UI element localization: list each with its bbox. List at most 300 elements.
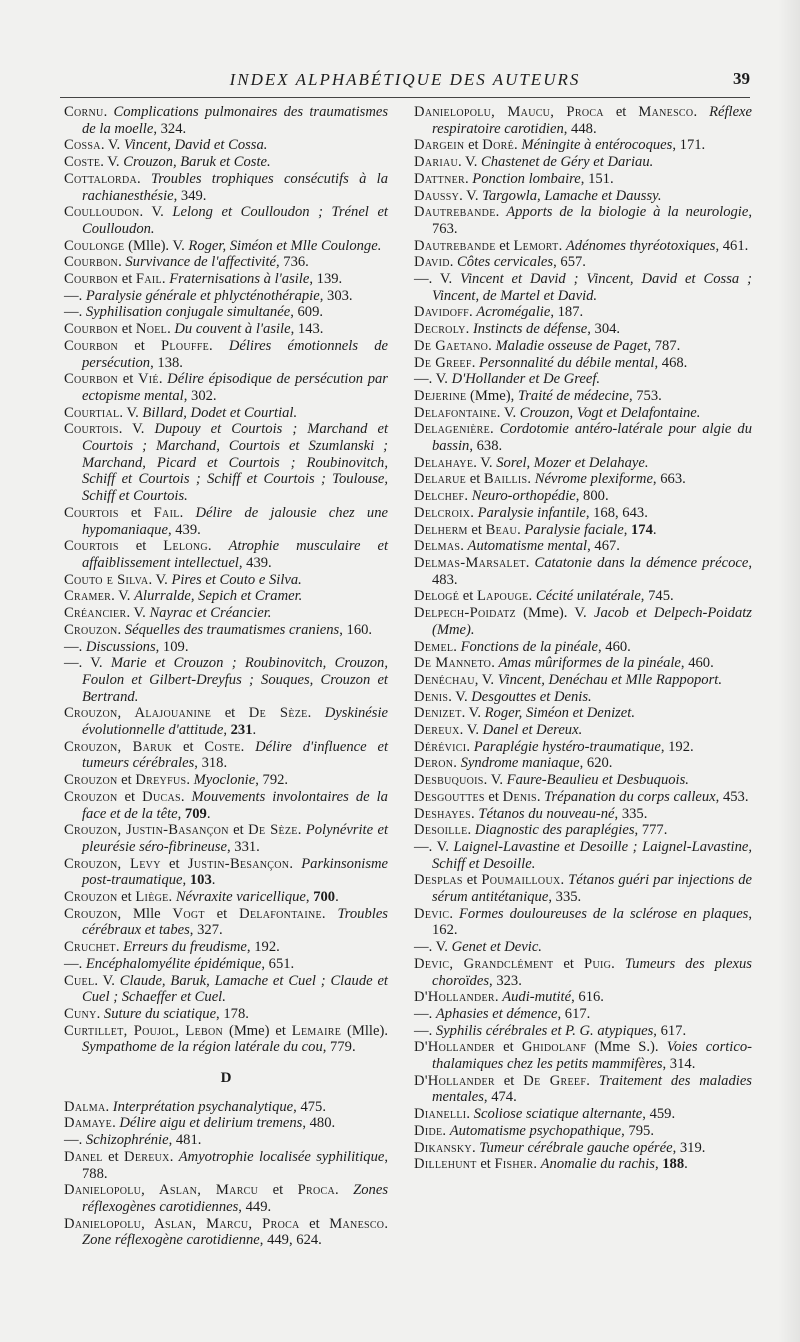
entry-text: —.	[64, 955, 86, 972]
left-column	[64, 104, 388, 1249]
entry-text: , 160.	[339, 621, 373, 638]
author-name: Denis	[414, 688, 449, 705]
entry-text: , 474.	[483, 1089, 517, 1106]
page-ref-bold: 103	[189, 872, 212, 889]
index-entry	[414, 772, 752, 789]
index-entry	[414, 204, 752, 237]
entry-text: ,	[182, 872, 190, 889]
article-title: Névrome plexiforme	[534, 471, 653, 488]
author-name: Dérévici	[414, 738, 467, 755]
entry-text: .	[490, 421, 500, 438]
index-entry	[414, 722, 752, 739]
entry-text: .	[514, 137, 522, 154]
article-title: Acromégalie	[476, 304, 551, 321]
author-name: Danielopolu, Aslan, Marcu, Proca	[64, 1215, 300, 1232]
entry-text: , 143.	[290, 321, 324, 338]
entry-text: , 178.	[216, 1005, 249, 1022]
entry-text: et	[118, 538, 164, 555]
author-name: Desbuquois	[414, 772, 484, 789]
author-name: Dereux	[414, 722, 460, 739]
entry-text: , 461.	[715, 237, 749, 254]
entry-text: . V.	[126, 605, 150, 622]
author-name: Crouzon, Justin-Basançon	[64, 822, 229, 839]
article-title: Dupouy et Courtois ; Marchand et Courtois ; Marchand, Courtois et Szumlanski ; Marchand, Picard et Courtois ; Roubinovitch, Schiff et Courtois ; Schiff et Courtois ; Toulouse, Schiff et Courtois.	[82, 421, 388, 505]
index-entry	[414, 689, 752, 706]
entry-text: lle	[364, 1022, 380, 1039]
index-entry	[414, 405, 752, 422]
entry-text: lle	[145, 237, 161, 254]
article-title: Claude, Baruk, Lamache et Cuel ; Claude et Cuel ; Schaeffer et Cuel.	[82, 972, 388, 1006]
entry-text: .	[652, 521, 657, 538]
index-entry	[64, 137, 388, 154]
index-entry	[64, 405, 388, 422]
entry-text: .	[96, 1005, 104, 1022]
entry-text: (M	[466, 387, 488, 404]
author-name: Lemort	[513, 237, 559, 254]
article-title: Séquelles des traumatismes craniens	[124, 621, 340, 638]
index-entry	[64, 371, 388, 404]
entry-text: , 779.	[322, 1039, 356, 1056]
index-entry	[64, 338, 388, 371]
article-title: Atrophie musculaire et affaiblissement intellectuel	[82, 538, 388, 571]
index-entry	[64, 605, 388, 622]
author-name: Proca	[297, 1182, 336, 1199]
author-name: Vié	[137, 371, 159, 388]
index-entry	[414, 171, 752, 188]
entry-text: . V.	[458, 154, 482, 171]
author-name: Courtois	[64, 504, 119, 521]
article-title: Paralysie faciale	[524, 521, 624, 538]
article-title: Crouzon, Vogt et Delafontaine.	[519, 404, 701, 421]
index-entry	[414, 421, 752, 454]
index-entry	[64, 538, 388, 571]
entry-text: , 467.	[587, 538, 620, 555]
author-name: Créancier	[64, 605, 127, 622]
entry-text: . V.	[100, 137, 124, 154]
article-title: Parkinsonisme post-traumatique	[82, 855, 389, 889]
author-name: Denizet	[414, 705, 462, 722]
index-entry	[414, 605, 752, 638]
index-entry	[64, 572, 388, 589]
index-entry	[64, 705, 388, 738]
article-title: Interprétation psychanalytique	[112, 1098, 294, 1115]
article-title: Schizophrénie	[85, 1132, 169, 1149]
left-entries-c	[64, 104, 388, 1056]
entry-text: , 475.	[293, 1098, 326, 1115]
author-name: Coulonge	[64, 237, 125, 254]
page-ref-bold: 709	[184, 805, 207, 822]
index-entry	[64, 421, 388, 505]
index-entry	[414, 1156, 752, 1173]
author-name: Delpech-Poidatz	[414, 605, 516, 622]
article-title: Survivance de l'affectivité	[125, 254, 276, 271]
entry-text: et	[117, 772, 136, 789]
author-name: Davidoff	[414, 304, 469, 321]
index-entry	[414, 355, 752, 372]
entry-text: . V.	[496, 404, 520, 421]
entry-text: , 168, 643.	[585, 504, 648, 521]
entry-text: , 449.	[238, 1199, 272, 1215]
entry-text: , 617.	[557, 1005, 591, 1022]
entry-text: .	[112, 1115, 120, 1132]
author-name: Puig	[584, 955, 612, 972]
entry-text: , 314.	[662, 1056, 696, 1073]
article-title: Maladie osseuse de Paget	[495, 337, 648, 354]
index-entry	[414, 672, 752, 689]
entry-text: .	[453, 638, 461, 655]
article-title: Targowla, Lamache et Daussy.	[482, 187, 662, 204]
entry-text: ) et	[264, 1022, 292, 1039]
entry-text: , 651.	[261, 955, 295, 972]
article-title: Fonctions de la pinéale	[460, 638, 598, 655]
entry-text: ). V.	[160, 237, 189, 254]
author-name: Danielopolu, Maucu, Proca	[414, 104, 604, 120]
author-name: Dautrebande	[414, 204, 496, 221]
entry-text: ,	[177, 805, 185, 822]
article-title: Troubles trophiques consécutifs à la rachianesthésie	[82, 170, 388, 204]
entry-text: et	[118, 321, 136, 338]
entry-text: —. V.	[64, 655, 111, 672]
article-title: Erreurs du freudisme	[123, 939, 247, 956]
author-name: Poumailloux	[481, 872, 561, 889]
article-title: Marie et Crouzon ; Roubinovitch, Crouzon, Foulon et Gilbert-Dreyfus ; Souques, Crouzon et Bertrand.	[82, 655, 388, 705]
entry-text: et	[459, 588, 477, 605]
entry-text: .	[684, 1156, 688, 1173]
article-title: Amas mûriformes de la pinéale	[498, 655, 681, 672]
entry-text: .	[460, 538, 468, 555]
author-name: Lapouge	[476, 588, 529, 605]
entry-text: .	[103, 104, 114, 120]
entry-text: et	[118, 371, 138, 388]
index-entry	[414, 1006, 752, 1023]
entry-text: , 335.	[614, 805, 648, 822]
index-entry	[64, 304, 388, 321]
entry-text: .	[252, 722, 257, 739]
article-title: Troubles cérébraux et tabes	[82, 905, 388, 939]
index-entry	[414, 789, 752, 806]
entry-text: .	[115, 939, 124, 956]
entry-text: , 617.	[653, 1022, 687, 1039]
entry-text: . V.	[119, 404, 143, 421]
entry-text: et	[160, 855, 188, 872]
index-entry	[414, 705, 752, 722]
author-name: Dariau	[414, 154, 459, 171]
entry-text: et	[204, 905, 240, 922]
index-entry	[64, 271, 388, 288]
index-entry	[414, 755, 752, 772]
author-name: Manesco	[638, 104, 694, 120]
index-entry	[64, 321, 388, 338]
index-entry	[414, 1073, 752, 1106]
index-entry	[64, 639, 388, 656]
entry-text: me	[246, 1022, 265, 1039]
author-name: Delagenière	[414, 421, 491, 438]
entry-text: , 327.	[189, 922, 223, 939]
entry-text: . V.	[94, 972, 120, 989]
author-name: D'Hollander	[414, 1039, 495, 1056]
author-name: Courtois	[64, 538, 119, 555]
index-entry	[414, 839, 752, 872]
index-entry	[64, 505, 388, 538]
article-title: Mouvements involontaires de la face et de la tête	[82, 788, 388, 822]
entry-text: .	[161, 271, 170, 288]
entry-text: et	[494, 1039, 522, 1056]
entry-text: . V.	[483, 772, 507, 789]
entry-text: , 439.	[167, 521, 201, 538]
entry-text: , 192.	[660, 738, 694, 755]
entry-text: .	[533, 1156, 541, 1173]
page-ref-bold: 231	[230, 722, 253, 739]
entry-text: —.	[64, 1132, 86, 1149]
author-name: Desoille	[414, 822, 468, 839]
index-entry	[414, 304, 752, 321]
article-title: Diagnostic des paraplégies	[474, 822, 635, 839]
entry-text: et	[476, 1156, 495, 1173]
entry-text: .	[186, 772, 194, 789]
entry-text: .	[335, 889, 339, 906]
article-title: Alurralde, Sepich et Cramer.	[134, 588, 303, 605]
entry-text: .	[495, 204, 507, 221]
author-name: Denis	[502, 788, 537, 805]
entry-text: et	[467, 521, 486, 538]
index-entry	[64, 822, 388, 855]
article-title: Aphasies et démence	[435, 1005, 558, 1022]
entry-text: (M	[124, 237, 146, 254]
index-entry	[64, 856, 388, 889]
article-title: Roger, Siméon et Denizet.	[484, 705, 635, 722]
article-title: Ponction lombaire	[472, 170, 581, 187]
entry-text: .	[449, 254, 458, 271]
index-entry	[414, 1023, 752, 1040]
article-title: Polynévrite et pleurésie séro-fibrineuse	[82, 822, 389, 855]
article-title: Lelong et Coulloudon ; Trénel et Coulloudon.	[82, 204, 388, 237]
author-name: Crouzon	[64, 621, 118, 638]
entry-text: .	[471, 354, 479, 371]
author-name: Dargein	[414, 137, 465, 154]
author-name: Crouzon	[64, 905, 118, 922]
entry-text: .	[611, 955, 625, 972]
entry-text: et	[462, 872, 482, 889]
author-name: David	[414, 254, 450, 271]
author-name: Delchef	[414, 488, 465, 505]
article-title: Billard, Dodet et Courtial.	[142, 404, 298, 421]
entry-text: et	[172, 738, 205, 755]
entry-text: .	[117, 621, 125, 638]
article-title: Suture du sciatique	[103, 1005, 217, 1022]
article-title: Crouzon, Baruk et Coste.	[123, 154, 271, 171]
index-entry	[64, 1099, 388, 1116]
entry-text: , 609.	[290, 304, 324, 321]
article-title: Vincent, David et Cossa.	[123, 137, 268, 154]
entry-text: , 335.	[548, 889, 582, 906]
author-name: Delmas	[414, 538, 461, 555]
author-name: Cramer	[64, 588, 112, 605]
index-entry	[64, 1216, 388, 1249]
article-title: Trépanation du corps calleux	[544, 788, 716, 805]
entry-text: . V.	[139, 204, 173, 221]
author-name: Dikansky	[414, 1139, 472, 1156]
entry-text: ),	[505, 387, 518, 404]
author-name: Danel	[64, 1148, 103, 1165]
entry-text: , 318.	[194, 755, 228, 772]
entry-text: .	[560, 872, 569, 889]
article-title: Jacob et Delpech-Poidatz (Mme).	[432, 605, 752, 638]
author-name: Delarue	[414, 471, 467, 488]
author-name: Lelong	[163, 538, 208, 555]
author-name: Manesco	[329, 1215, 385, 1232]
author-name: Dautrebande	[414, 237, 496, 254]
page-edge-shadow	[778, 0, 800, 1342]
index-entry	[64, 889, 388, 906]
entry-text: et	[464, 137, 483, 154]
entry-text: .	[488, 337, 496, 354]
article-title: Complications pulmonaires des traumatismes de la moelle	[82, 104, 389, 137]
entry-text: , 657.	[553, 254, 586, 271]
index-entry	[414, 1039, 752, 1072]
entry-text: , 777.	[634, 822, 668, 839]
entry-text: , 753.	[628, 387, 662, 404]
entry-text: et	[118, 504, 154, 521]
entry-text: .	[464, 170, 473, 187]
article-title: Cécité unilatérale	[535, 588, 641, 605]
entry-text: —. V.	[414, 371, 452, 388]
entry-text: , 449, 624.	[259, 1232, 322, 1249]
entry-text: , 448.	[563, 120, 597, 137]
author-name: Decroly	[414, 321, 466, 338]
entry-text: .	[158, 371, 168, 388]
index-entry	[64, 973, 388, 1006]
author-name: Couto e Silva	[64, 571, 149, 588]
index-entry	[64, 739, 388, 772]
author-name: Lemaire	[291, 1022, 342, 1039]
author-name: De Sèze	[248, 705, 308, 722]
entry-text: , 151.	[580, 170, 614, 187]
entry-text: —. V.	[414, 939, 452, 956]
author-name: Crouzon	[64, 788, 118, 805]
index-entry	[414, 471, 752, 488]
author-name: Delogé	[414, 588, 460, 605]
article-title: Névraxite varicellique	[175, 889, 306, 906]
article-title: Sympathome de la région latérale du cou	[82, 1039, 323, 1056]
entry-text: et	[118, 337, 161, 354]
entry-text: .	[528, 588, 536, 605]
entry-text: .	[211, 872, 216, 889]
index-entry	[414, 555, 752, 588]
entry-text: , 620.	[579, 755, 613, 772]
article-title: Apports de la biologie à la neurologie	[506, 204, 749, 221]
entry-text: .	[517, 521, 525, 538]
author-name: Courbon	[64, 271, 119, 288]
page-ref-bold: 700	[313, 889, 336, 906]
author-name: Desgouttes	[414, 788, 485, 805]
article-title: Neuro-orthopédie	[471, 488, 576, 505]
author-name: Plouffe	[161, 337, 209, 354]
entry-text: .	[494, 989, 503, 1006]
index-entry	[64, 956, 388, 973]
author-name: Justin-Besançon	[187, 855, 290, 872]
entry-text: , 459.	[642, 1106, 676, 1123]
author-name: Crouzon, Levy	[64, 855, 161, 872]
entry-text: —.	[64, 304, 86, 321]
entry-text: .	[449, 905, 460, 922]
entry-text: me	[541, 605, 559, 622]
entry-text: et	[102, 1148, 125, 1165]
index-entry	[414, 488, 752, 505]
entry-text: ,	[223, 722, 231, 739]
entry-text: et	[211, 705, 249, 722]
index-entry	[414, 1106, 752, 1123]
author-name: Ghidolanf	[521, 1039, 587, 1056]
index-entry	[414, 455, 752, 472]
article-title: Cordotomie antéro-latérale pour algie du bassin	[432, 421, 752, 455]
entry-text: et	[603, 104, 639, 120]
author-name: Coste	[64, 154, 101, 171]
article-title: Automatisme psychopathique	[449, 1122, 622, 1139]
author-name: Courtial	[64, 404, 120, 421]
entry-text: , 171.	[672, 137, 706, 154]
entry-text: , 439.	[238, 554, 272, 571]
author-name: Desplas	[414, 872, 463, 889]
article-title: Tumeurs des plexus choroïdes	[432, 955, 752, 989]
page-ref-bold: 188	[662, 1156, 685, 1173]
index-entry	[414, 1123, 752, 1140]
index-entry	[414, 989, 752, 1006]
article-title: Encéphalomyélite épidémique	[85, 955, 262, 972]
entry-text: , 324.	[153, 120, 187, 137]
article-title: Scoliose sciatique alternante	[473, 1106, 643, 1123]
author-name: Delherm	[414, 521, 468, 538]
article-title: Desgouttes et Denis.	[471, 688, 592, 705]
entry-text: me	[487, 387, 506, 404]
entry-text: . V.	[118, 421, 155, 438]
index-entry	[414, 371, 752, 388]
article-title: Dyskinésie évolutionnelle d'attitude	[82, 705, 388, 739]
entry-text: .	[335, 1182, 354, 1199]
entry-text: , 480.	[302, 1115, 336, 1132]
index-entry	[414, 188, 752, 205]
article-title: Roger, Siméon et Mlle Coulonge.	[188, 237, 382, 254]
entry-text: .	[137, 170, 151, 187]
author-name: D'Hollander	[414, 1072, 495, 1089]
entry-text: .	[536, 788, 545, 805]
article-title: D'Hollander et De Greef.	[451, 371, 601, 388]
article-title: Pires et Couto e Silva.	[171, 571, 302, 588]
index-entry	[414, 271, 752, 304]
author-name: Dreyfus	[135, 772, 187, 789]
entry-text: , 763.	[432, 204, 753, 237]
author-name: De Sèze	[248, 822, 298, 839]
article-title: Amyotrophie localisée syphilitique	[178, 1148, 385, 1165]
entry-text: .	[321, 905, 338, 922]
entry-text: et	[118, 271, 136, 288]
article-title: Genet et Devic.	[451, 939, 542, 956]
author-name: De Gaetano	[414, 337, 489, 354]
author-name: De Greef	[523, 1072, 587, 1089]
author-name: Delmas-Marsalet	[414, 554, 526, 571]
entry-text: —.	[414, 1005, 436, 1022]
author-name: Noel	[135, 321, 168, 338]
article-title: Tétanos guéri par injections de sérum antitétanique	[432, 872, 752, 906]
index-entry	[414, 505, 752, 522]
entry-text: , 481.	[168, 1132, 202, 1149]
index-entry	[64, 1182, 388, 1215]
entry-text: , 109.	[155, 638, 189, 655]
author-name: Danielopolu, Aslan, Marcu	[64, 1182, 259, 1199]
entry-text: .	[527, 471, 535, 488]
entry-text: et	[466, 471, 484, 488]
article-title: Instincts de défense	[472, 321, 588, 338]
entry-text: .	[180, 788, 192, 805]
